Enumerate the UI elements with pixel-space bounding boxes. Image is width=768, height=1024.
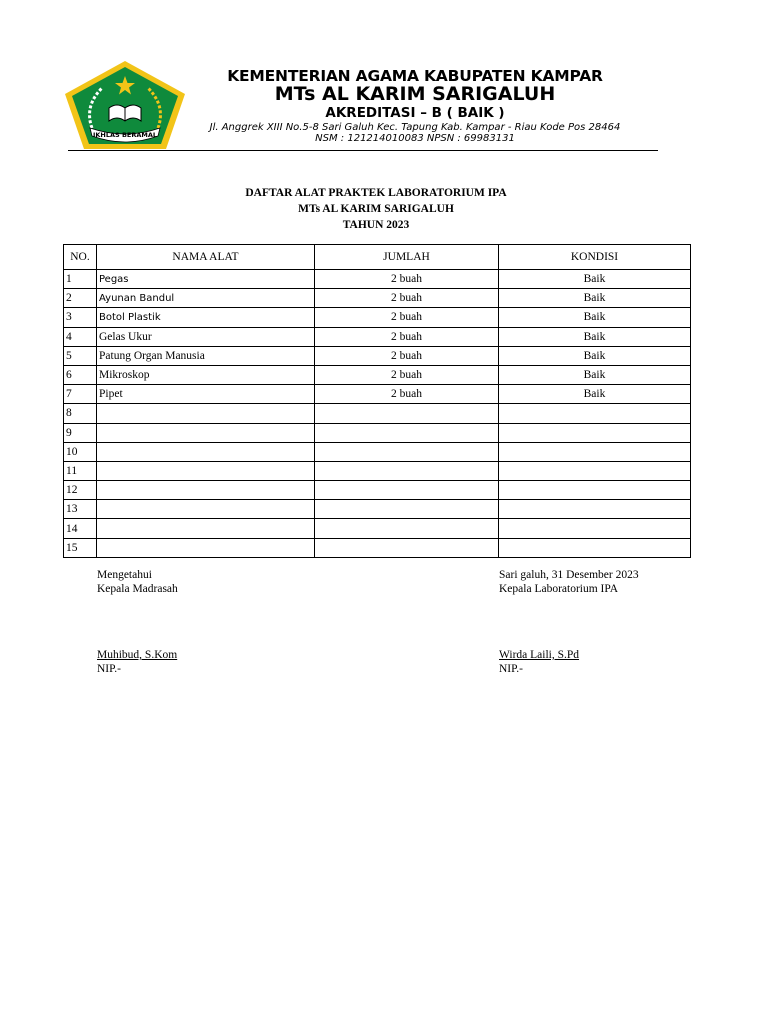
table-row bbox=[64, 481, 691, 500]
row-condition bbox=[499, 404, 691, 423]
row-condition: Baik bbox=[499, 385, 691, 404]
right-sign-name: Wirda Laili, S.Pd bbox=[499, 649, 580, 661]
row-name bbox=[97, 423, 315, 442]
header-qty: JUMLAH bbox=[315, 245, 499, 270]
right-sign-nip: NIP.- bbox=[499, 663, 523, 675]
row-name bbox=[97, 404, 315, 423]
row-qty bbox=[315, 538, 499, 557]
header-divider bbox=[68, 150, 658, 151]
row-no: 3 bbox=[64, 308, 97, 327]
row-no: 11 bbox=[64, 461, 97, 480]
row-name bbox=[97, 461, 315, 480]
row-no: 2 bbox=[64, 289, 97, 308]
row-condition bbox=[499, 461, 691, 480]
table-row bbox=[64, 500, 691, 519]
row-qty bbox=[315, 461, 499, 480]
table-row bbox=[64, 423, 691, 442]
right-sign-role: Kepala Laboratorium IPA bbox=[499, 583, 619, 595]
ministry-name: KEMENTERIAN AGAMA KABUPATEN KAMPAR bbox=[227, 67, 603, 85]
left-sign-name: Muhibud, S.Kom bbox=[97, 649, 178, 661]
row-qty bbox=[315, 481, 499, 500]
row-condition: Baik bbox=[499, 308, 691, 327]
header-condition: KONDISI bbox=[499, 245, 691, 270]
row-name: Ayunan Bandul bbox=[97, 289, 315, 308]
row-qty bbox=[315, 500, 499, 519]
row-name: Gelas Ukur bbox=[97, 327, 315, 346]
doc-title-line2: MTs AL KARIM SARIGALUH bbox=[298, 203, 454, 215]
row-condition: Baik bbox=[499, 327, 691, 346]
row-name bbox=[97, 538, 315, 557]
row-name bbox=[97, 481, 315, 500]
row-qty: 2 buah bbox=[315, 289, 499, 308]
left-sign-line1: Mengetahui bbox=[97, 569, 152, 581]
row-no: 6 bbox=[64, 365, 97, 384]
school-address: Jl. Anggrek XIII No.5-8 Sari Galuh Kec. Tapung Kab. Kampar - Riau Kode Pos 28464 bbox=[209, 122, 621, 133]
left-sign-nip: NIP.- bbox=[97, 663, 121, 675]
row-name: Mikroskop bbox=[97, 365, 315, 384]
table-row bbox=[64, 404, 691, 423]
row-name: Patung Organ Manusia bbox=[97, 346, 315, 365]
table-row bbox=[64, 327, 691, 346]
row-name: Botol Plastik bbox=[97, 308, 315, 327]
row-name: Pipet bbox=[97, 385, 315, 404]
doc-title-line3: TAHUN 2023 bbox=[342, 219, 410, 231]
row-qty: 2 buah bbox=[315, 270, 499, 289]
row-condition: Baik bbox=[499, 346, 691, 365]
row-no: 15 bbox=[64, 538, 97, 557]
row-no: 12 bbox=[64, 481, 97, 500]
row-no: 9 bbox=[64, 423, 97, 442]
table-row bbox=[64, 308, 691, 327]
table-row bbox=[64, 385, 691, 404]
row-qty: 2 buah bbox=[315, 327, 499, 346]
logo-motto: IKHLAS BERAMAL bbox=[92, 131, 158, 139]
row-condition bbox=[499, 423, 691, 442]
table-row bbox=[64, 270, 691, 289]
row-condition bbox=[499, 442, 691, 461]
table-row bbox=[64, 461, 691, 480]
row-no: 13 bbox=[64, 500, 97, 519]
kemenag-logo bbox=[62, 58, 188, 152]
table-row bbox=[64, 346, 691, 365]
row-qty bbox=[315, 423, 499, 442]
row-condition bbox=[499, 481, 691, 500]
header-no: NO. bbox=[64, 245, 97, 270]
row-qty bbox=[315, 442, 499, 461]
row-no: 4 bbox=[64, 327, 97, 346]
row-name bbox=[97, 442, 315, 461]
school-name: MTs AL KARIM SARIGALUH bbox=[274, 83, 556, 105]
table-row bbox=[64, 538, 691, 557]
right-sign-date: Sari galuh, 31 Desember 2023 bbox=[499, 569, 639, 581]
row-no: 10 bbox=[64, 442, 97, 461]
equipment-table bbox=[63, 244, 691, 558]
table-row bbox=[64, 289, 691, 308]
table-row bbox=[64, 442, 691, 461]
row-name: Pegas bbox=[97, 270, 315, 289]
row-no: 8 bbox=[64, 404, 97, 423]
doc-title-line1: DAFTAR ALAT PRAKTEK LABORATORIUM IPA bbox=[245, 187, 507, 199]
table-header-row bbox=[64, 245, 691, 270]
table-row bbox=[64, 365, 691, 384]
row-name bbox=[97, 519, 315, 538]
row-name bbox=[97, 500, 315, 519]
row-condition: Baik bbox=[499, 270, 691, 289]
row-condition bbox=[499, 538, 691, 557]
table-row bbox=[64, 519, 691, 538]
row-qty: 2 buah bbox=[315, 308, 499, 327]
row-condition: Baik bbox=[499, 365, 691, 384]
accreditation: AKREDITASI – B ( BAIK ) bbox=[325, 105, 505, 121]
row-condition bbox=[499, 519, 691, 538]
row-qty bbox=[315, 519, 499, 538]
row-qty: 2 buah bbox=[315, 365, 499, 384]
school-ids: NSM : 121214010083 NPSN : 69983131 bbox=[315, 133, 515, 144]
row-no: 1 bbox=[64, 270, 97, 289]
row-condition: Baik bbox=[499, 289, 691, 308]
row-condition bbox=[499, 500, 691, 519]
row-qty: 2 buah bbox=[315, 385, 499, 404]
row-qty: 2 buah bbox=[315, 346, 499, 365]
left-sign-role: Kepala Madrasah bbox=[97, 583, 178, 595]
row-no: 7 bbox=[64, 385, 97, 404]
row-qty bbox=[315, 404, 499, 423]
header-name: NAMA ALAT bbox=[97, 245, 315, 270]
row-no: 14 bbox=[64, 519, 97, 538]
row-no: 5 bbox=[64, 346, 97, 365]
